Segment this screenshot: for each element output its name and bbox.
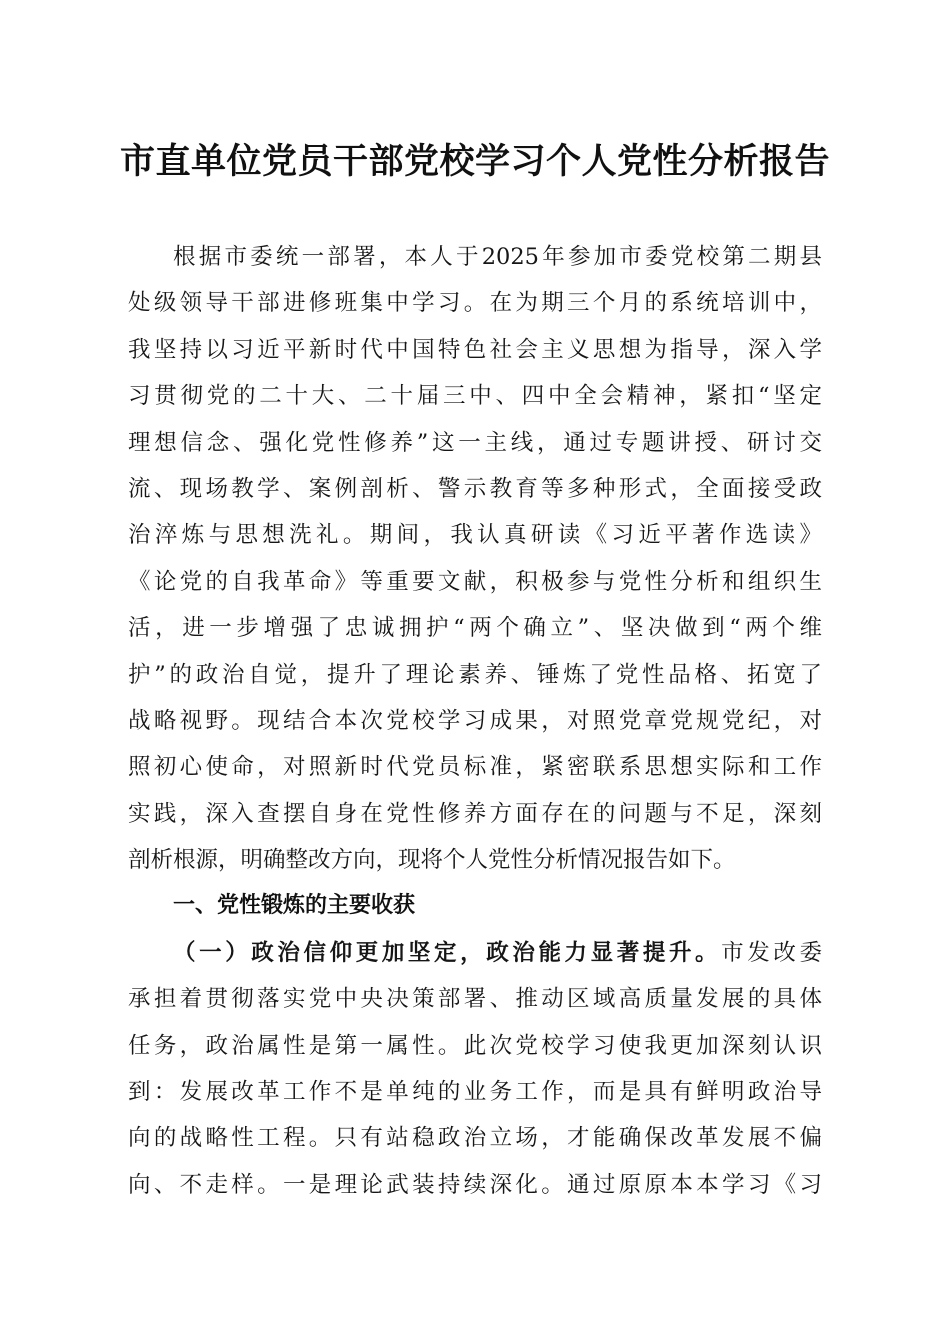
- document-title: 市直单位党员干部党校学习个人党性分析报告: [119, 141, 830, 182]
- intro-paragraph-line: 实践，深入查摆自身在党性修养方面存在的问题与不足，深刻: [128, 800, 822, 827]
- intro-paragraph-line: 战略视野。现结合本次党校学习成果，对照党章党规党纪，对: [128, 707, 822, 734]
- subsection-heading: （一）政治信仰更加坚定，政治能力显著提升。: [173, 939, 722, 966]
- section-heading: 一、党性锻炼的主要收获: [173, 893, 416, 919]
- intro-paragraph-line: 理想信念、强化党性修养”这一主线，通过专题讲授、研讨交: [128, 429, 822, 456]
- intro-paragraph-line: 根据市委统一部署，本人于2025年参加市委党校第二期县: [173, 244, 822, 270]
- intro-paragraph-line: 流、现场教学、案例剖析、警示教育等多种形式，全面接受政: [128, 475, 822, 502]
- subsection-paragraph-line: 向的战略性工程。只有站稳政治立场，才能确保改革发展不偏: [128, 1125, 822, 1152]
- subsection-paragraph-line: 向、不走样。一是理论武装持续深化。通过原原本本学习《习: [128, 1171, 822, 1198]
- intro-paragraph-line: 治淬炼与思想洗礼。期间，我认真研读《习近平著作选读》: [128, 522, 822, 549]
- document-body: [128, 234, 822, 1208]
- intro-paragraph-line: 《论党的自我革命》等重要文献，积极参与党性分析和组织生: [128, 568, 822, 595]
- intro-paragraph-line: 照初心使命，对照新时代党员标准，紧密联系思想实际和工作: [128, 754, 822, 781]
- subsection-paragraph-line: 任务，政治属性是第一属性。此次党校学习使我更加深刻认识: [128, 1032, 822, 1059]
- subsection-paragraph-line: 承担着贯彻落实党中央决策部署、推动区域高质量发展的具体: [128, 986, 822, 1013]
- intro-paragraph-line: 护”的政治自觉，提升了理论素养、锤炼了党性品格、拓宽了: [128, 661, 822, 688]
- intro-paragraph-line: 处级领导干部进修班集中学习。在为期三个月的系统培训中，: [128, 290, 822, 317]
- intro-paragraph-line: 我坚持以习近平新时代中国特色社会主义思想为指导，深入学: [128, 336, 822, 363]
- subsection-paragraph-line: 到：发展改革工作不是单纯的业务工作，而是具有鲜明政治导: [128, 1079, 822, 1106]
- subsection-first-line: [128, 930, 822, 976]
- intro-paragraph-line: 习贯彻党的二十大、二十届三中、四中全会精神，紧扣“坚定: [128, 383, 822, 410]
- intro-paragraph-line: 活，进一步增强了忠诚拥护“两个确立”、坚决做到“两个维: [128, 615, 822, 642]
- intro-paragraph-line: 剖析根源，明确整改方向，现将个人党性分析情况报告如下。: [128, 847, 736, 874]
- subsection-first-line-text: 市发改委: [721, 939, 822, 966]
